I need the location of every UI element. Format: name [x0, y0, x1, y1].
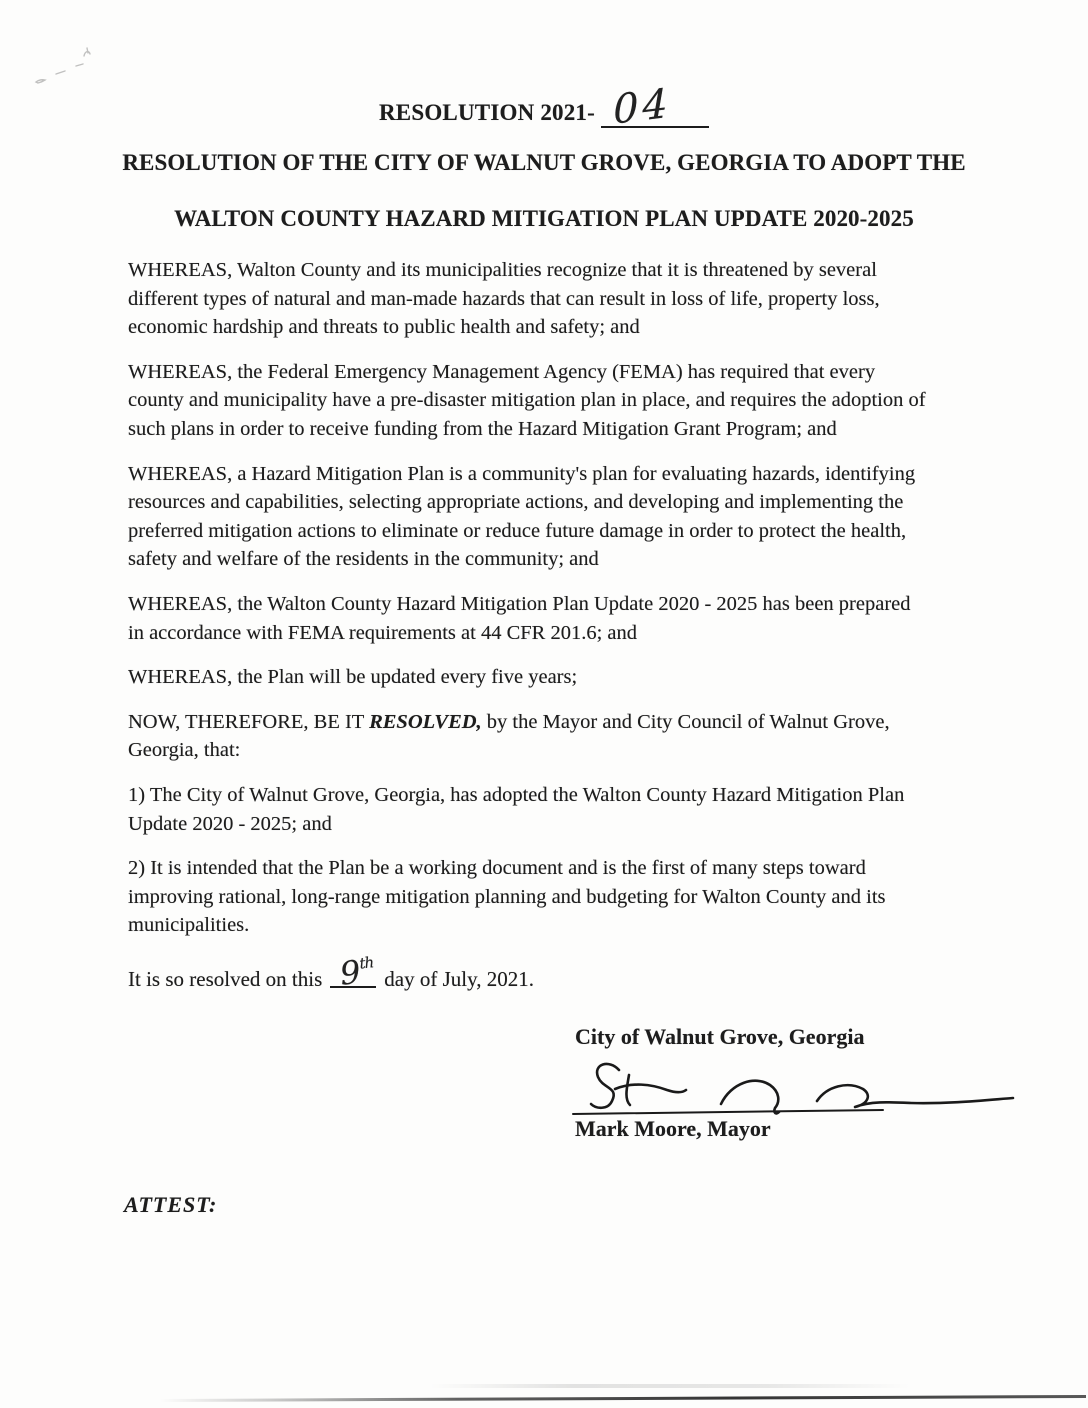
whereas-paragraph-3: WHEREAS, a Hazard Mitigation Plan is a community's plan for evaluating hazards, identifying resources and capabilities, selecting appropriate actions, and developing and implementing the preferred mitigation actions to eliminate or reduce future damage in order to protect the health, safety and welfare of the residents in the community; and: [128, 462, 916, 571]
resolved-clause-text-after: by the Mayor and City Council of Walnut Grove,: [481, 710, 890, 733]
numbered-item-1: 1) The City of Walnut Grove, Georgia, has adopted the Walton County Hazard Mitigation Plan Update 2020 - 2025; and: [128, 783, 905, 835]
scan-smudge-artifact: [430, 1384, 910, 1388]
resolved-clause: [128, 708, 984, 765]
resolved-clause-line2: Georgia, that:: [128, 739, 241, 762]
resolved-clause-text: NOW, THEREFORE, BE IT: [128, 710, 370, 733]
mayor-signature-icon: [565, 1058, 1025, 1120]
document-title-line2: WALTON COUNTY HAZARD MITIGATION PLAN UPDATE 2020-2025: [174, 206, 914, 231]
whereas-paragraph-4: WHEREAS, the Walton County Hazard Mitigation Plan Update 2020 - 2025 has been prepared in accordance with FEMA requirements at 44 CFR 201.6; and: [128, 592, 911, 644]
scan-edge-line-artifact: [160, 1395, 1086, 1402]
handwritten-day-suffix: th: [358, 953, 375, 973]
resolution-body: [128, 256, 984, 1009]
numbered-item-2: 2) It is intended that the Plan be a working document and is the first of many steps toward improving rational, long-range mitigation planning and budgeting for Walton County and its municipalities.: [128, 857, 886, 937]
resolved-keyword: RESOLVED,: [369, 710, 482, 733]
attest-label: ATTEST:: [124, 1192, 218, 1217]
signature-organization: City of Walnut Grove, Georgia: [575, 1024, 865, 1049]
signer-name-title: Mark Moore, Mayor: [575, 1116, 771, 1141]
whereas-paragraph-2: WHEREAS, the Federal Emergency Management Agency (FEMA) has required that every county and municipality have a pre-disaster mitigation plan in place, and requires the adoption of such plans in order to receive funding from the Hazard Mitigation Grant Program; and: [128, 360, 926, 440]
resolution-number-heading: [0, 80, 1088, 134]
day-blank-line: [330, 952, 376, 993]
resolution-heading-label: RESOLUTION 2021-: [379, 100, 595, 125]
date-line-prefix: It is so resolved on this: [128, 966, 323, 991]
handwritten-day-number: 9: [338, 952, 363, 993]
date-line-suffix: day of July, 2021.: [384, 966, 534, 991]
resolution-date-line: [128, 952, 984, 994]
handwritten-resolution-number: 04: [612, 80, 673, 134]
signature-block: [565, 1024, 1035, 1142]
whereas-paragraph-1: WHEREAS, Walton County and its municipalities recognize that it is threatened by several different types of natural and man-made hazards that can result in loss of life, property loss, economic hardship and threats to public health and safety; and: [128, 259, 880, 339]
whereas-paragraph-5: WHEREAS, the Plan will be updated every five years;: [128, 666, 578, 689]
handwritten-day: [338, 952, 376, 993]
document-title-line1: RESOLUTION OF THE CITY OF WALNUT GROVE, GEORGIA TO ADOPT THE: [122, 150, 966, 175]
resolution-number-blank-line: [601, 80, 709, 134]
